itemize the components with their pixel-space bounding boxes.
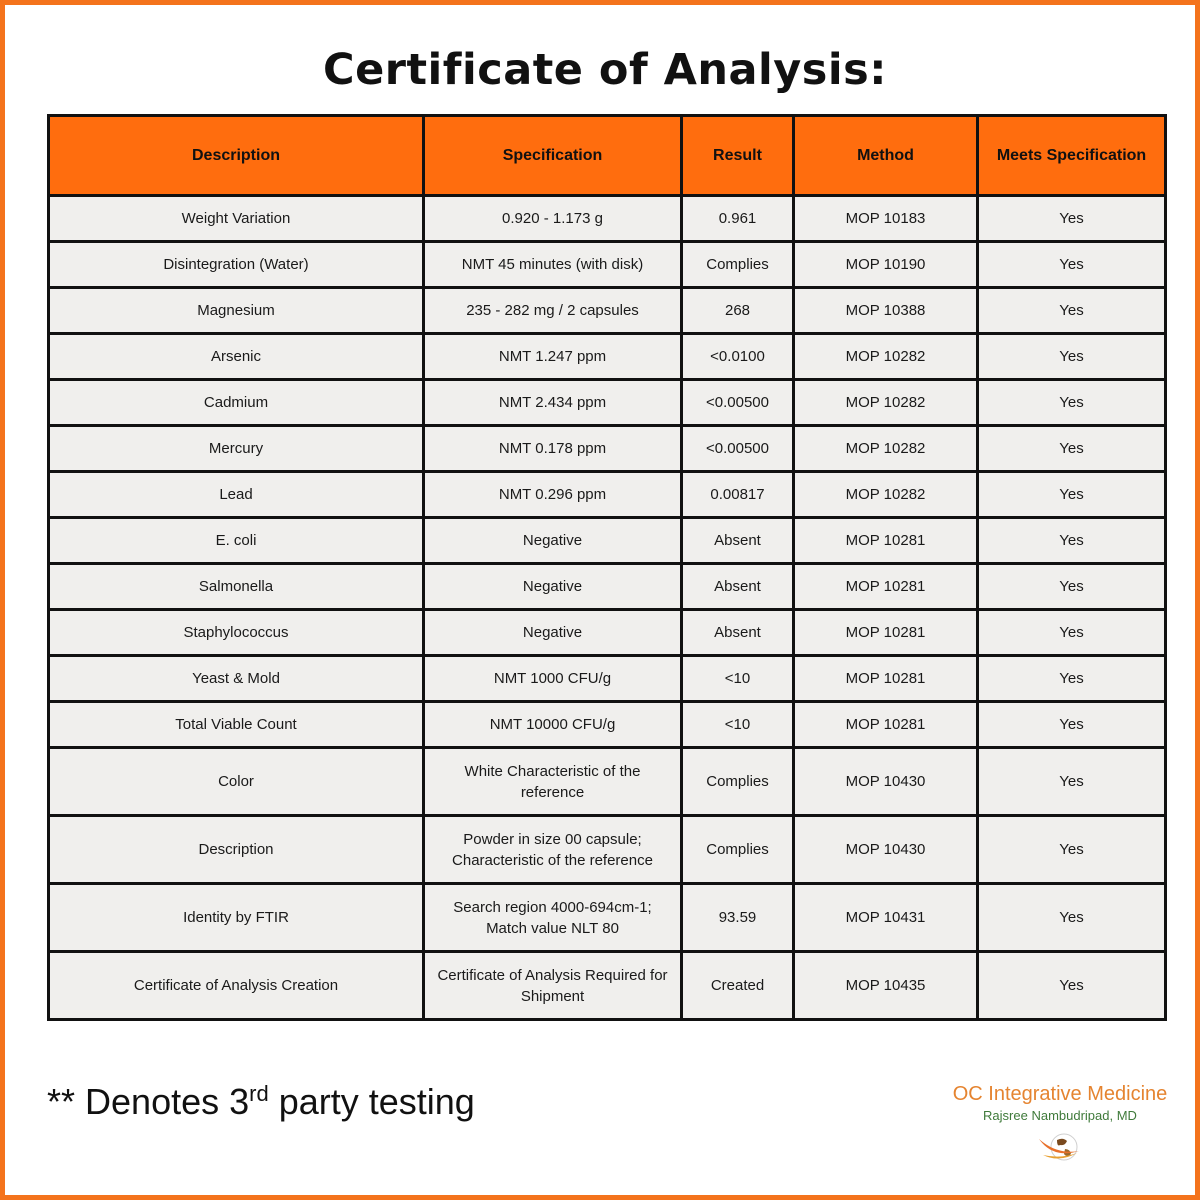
cell-method: MOP 10431 xyxy=(794,884,978,952)
cell-meets-specification: Yes xyxy=(978,472,1166,518)
cell-description: Identity by FTIR xyxy=(49,884,424,952)
cell-specification: NMT 2.434 ppm xyxy=(424,380,682,426)
cell-specification: White Characteristic of the reference xyxy=(424,748,682,816)
cell-meets-specification: Yes xyxy=(978,952,1166,1020)
cell-method: MOP 10435 xyxy=(794,952,978,1020)
cell-meets-specification: Yes xyxy=(978,564,1166,610)
table-row xyxy=(49,702,1166,748)
header-method: Method xyxy=(794,116,978,196)
cell-result: 93.59 xyxy=(682,884,794,952)
table-row xyxy=(49,884,1166,952)
cell-meets-specification: Yes xyxy=(978,334,1166,380)
table-row xyxy=(49,426,1166,472)
table-row xyxy=(49,196,1166,242)
brand-name: OC Integrative Medicine xyxy=(952,1083,1168,1105)
cell-description: Total Viable Count xyxy=(49,702,424,748)
table-row xyxy=(49,564,1166,610)
cell-result: <0.00500 xyxy=(682,426,794,472)
cell-specification: Negative xyxy=(424,564,682,610)
cell-method: MOP 10430 xyxy=(794,816,978,884)
table-header-row xyxy=(49,116,1166,196)
cell-specification: Powder in size 00 capsule; Characteristic of the reference xyxy=(424,816,682,884)
table-row xyxy=(49,242,1166,288)
cell-meets-specification: Yes xyxy=(978,242,1166,288)
cell-result: Absent xyxy=(682,610,794,656)
cell-meets-specification: Yes xyxy=(978,426,1166,472)
cell-method: MOP 10281 xyxy=(794,702,978,748)
cell-specification: NMT 1000 CFU/g xyxy=(424,656,682,702)
cell-specification: Certificate of Analysis Required for Shipment xyxy=(424,952,682,1020)
cell-description: Weight Variation xyxy=(49,196,424,242)
analysis-table xyxy=(47,114,1167,1021)
brand-doctor: Rajsree Nambudripad, MD xyxy=(983,1108,1137,1123)
cell-description: Certificate of Analysis Creation xyxy=(49,952,424,1020)
cell-description: Disintegration (Water) xyxy=(49,242,424,288)
cell-description: Staphylococcus xyxy=(49,610,424,656)
cell-description: E. coli xyxy=(49,518,424,564)
cell-specification: NMT 10000 CFU/g xyxy=(424,702,682,748)
cell-result: Absent xyxy=(682,564,794,610)
cell-method: MOP 10281 xyxy=(794,656,978,702)
footnote-suffix: party testing xyxy=(268,1081,475,1122)
table-row xyxy=(49,748,1166,816)
cell-result: <10 xyxy=(682,656,794,702)
cell-description: Salmonella xyxy=(49,564,424,610)
cell-specification: Search region 4000-694cm-1; Match value NLT 80 xyxy=(424,884,682,952)
cell-meets-specification: Yes xyxy=(978,884,1166,952)
cell-description: Arsenic xyxy=(49,334,424,380)
cell-specification: 0.920 - 1.173 g xyxy=(424,196,682,242)
cell-method: MOP 10282 xyxy=(794,426,978,472)
cell-method: MOP 10281 xyxy=(794,610,978,656)
cell-result: Complies xyxy=(682,816,794,884)
cell-result: Absent xyxy=(682,518,794,564)
cell-specification: 235 - 282 mg / 2 capsules xyxy=(424,288,682,334)
header-meets-specification: Meets Specification xyxy=(978,116,1166,196)
header-specification: Specification xyxy=(424,116,682,196)
cell-meets-specification: Yes xyxy=(978,656,1166,702)
cell-description: Mercury xyxy=(49,426,424,472)
cell-result: Complies xyxy=(682,242,794,288)
table-body xyxy=(49,196,1166,1020)
cell-method: MOP 10190 xyxy=(794,242,978,288)
table-row xyxy=(49,518,1166,564)
cell-description: Yeast & Mold xyxy=(49,656,424,702)
footnote-prefix: ** Denotes 3 xyxy=(47,1081,250,1122)
table-row xyxy=(49,472,1166,518)
third-party-footnote xyxy=(47,1081,475,1123)
brand-block xyxy=(935,1083,1185,1165)
cell-method: MOP 10281 xyxy=(794,518,978,564)
cell-specification: Negative xyxy=(424,610,682,656)
cell-result: Created xyxy=(682,952,794,1020)
cell-meets-specification: Yes xyxy=(978,288,1166,334)
cell-meets-specification: Yes xyxy=(978,196,1166,242)
cell-method: MOP 10282 xyxy=(794,472,978,518)
cell-specification: NMT 45 minutes (with disk) xyxy=(424,242,682,288)
table-row xyxy=(49,610,1166,656)
cell-specification: NMT 0.296 ppm xyxy=(424,472,682,518)
cell-method: MOP 10183 xyxy=(794,196,978,242)
cell-method: MOP 10282 xyxy=(794,380,978,426)
footnote-superscript: rd xyxy=(249,1081,269,1106)
cell-description: Cadmium xyxy=(49,380,424,426)
header-description: Description xyxy=(49,116,424,196)
table-row xyxy=(49,380,1166,426)
cell-specification: NMT 1.247 ppm xyxy=(424,334,682,380)
cell-method: MOP 10388 xyxy=(794,288,978,334)
cell-meets-specification: Yes xyxy=(978,816,1166,884)
cell-result: <10 xyxy=(682,702,794,748)
table-row xyxy=(49,288,1166,334)
cell-method: MOP 10282 xyxy=(794,334,978,380)
cell-result: 268 xyxy=(682,288,794,334)
cell-meets-specification: Yes xyxy=(978,610,1166,656)
table-row xyxy=(49,952,1166,1020)
cell-meets-specification: Yes xyxy=(978,748,1166,816)
table-row xyxy=(49,816,1166,884)
cell-description: Lead xyxy=(49,472,424,518)
cell-description: Description xyxy=(49,816,424,884)
cell-method: MOP 10430 xyxy=(794,748,978,816)
globe-swoosh-icon xyxy=(1035,1129,1085,1165)
cell-meets-specification: Yes xyxy=(978,380,1166,426)
cell-description: Magnesium xyxy=(49,288,424,334)
table-row xyxy=(49,334,1166,380)
cell-specification: NMT 0.178 ppm xyxy=(424,426,682,472)
cell-result: <0.00500 xyxy=(682,380,794,426)
cell-result: 0.961 xyxy=(682,196,794,242)
cell-meets-specification: Yes xyxy=(978,702,1166,748)
cell-meets-specification: Yes xyxy=(978,518,1166,564)
cell-method: MOP 10281 xyxy=(794,564,978,610)
page-title: Certificate of Analysis: xyxy=(323,45,887,95)
cell-result: 0.00817 xyxy=(682,472,794,518)
header-result: Result xyxy=(682,116,794,196)
cell-result: <0.0100 xyxy=(682,334,794,380)
cell-result: Complies xyxy=(682,748,794,816)
cell-description: Color xyxy=(49,748,424,816)
table-row xyxy=(49,656,1166,702)
cell-specification: Negative xyxy=(424,518,682,564)
